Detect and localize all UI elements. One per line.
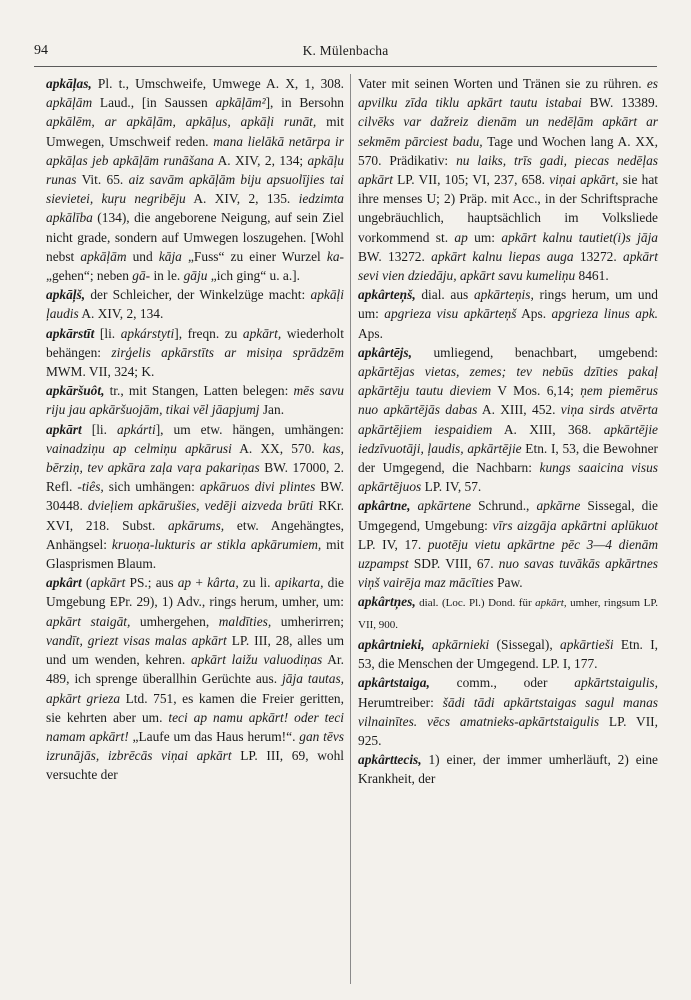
entry-text: jāja tautas, apkārt grieza — [46, 671, 345, 706]
dictionary-entry — [358, 750, 658, 788]
entry-text: LP. VII, 105; VI, 237, 658. — [392, 172, 550, 188]
entry-text: dial. aus — [415, 287, 474, 303]
entry-text: Schrund., — [471, 498, 537, 514]
entry-text: 13272. — [573, 248, 624, 264]
entry-text: viņai apkārt, — [549, 172, 619, 188]
entry-text: apkālēm, ar apkāļām, apkāļus, apkāļi runāt, — [46, 114, 317, 130]
entry-headword: apkârttecis, — [358, 752, 422, 768]
entry-text: nu laiks, trīs gadi, piecas nedēļas apkārt — [358, 152, 658, 188]
entry-text: comm., oder — [429, 675, 575, 691]
entry-text: es apvilku zīda tiklu apkārt tautu istabai — [358, 76, 658, 111]
entry-text: A. XIII, 368. — [492, 421, 604, 437]
entry-text: + — [191, 575, 208, 591]
entry-text: -tiês, — [77, 479, 104, 495]
entry-text: „gehen“; neben — [46, 268, 133, 284]
entry-text: (134), die angeborene Neigung, auf sein Ziel nicht grade, sondern auf Umwegen loszugehen. [Wohl nebst — [46, 210, 344, 264]
dictionary-entry — [358, 343, 658, 497]
entry-text: kāja — [158, 248, 182, 264]
dictionary-entry — [46, 324, 344, 382]
entry-text: LP. VII, 925. — [358, 713, 658, 748]
entry-text: ], in Bersohn — [265, 95, 344, 111]
entry-headword: apkāļas, — [46, 76, 92, 91]
entry-text: Laud., [in Saussen — [92, 95, 216, 111]
entry-text: umherirren; — [271, 613, 344, 629]
entry-headword: apkārt — [46, 421, 82, 437]
entry-text: apkārums, — [167, 517, 225, 533]
entry-text: apkārt, — [535, 597, 567, 610]
entry-text: V Mos. 6,14; — [491, 383, 581, 399]
entry-text: etw. Angehängtes, Anhängsel: — [46, 517, 344, 552]
entry-text: apkārt laižu valuodiņas — [190, 652, 323, 668]
entry-text: apkārt staigāt, — [46, 613, 131, 629]
entry-text: [li. — [81, 421, 117, 437]
entry-text: umher, ringsum LP. VII, 900. — [358, 597, 658, 631]
entry-text: „ich ging“ u. a.]. — [207, 268, 300, 284]
entry-text: Ltd. 751, es kamen die Freier geritten, sie kehrten aber um. — [46, 690, 344, 725]
entry-text: šādi tādi apkārtstaigas sagul manas vilnainītes. vēcs amatnieks-apkārtstaigulis — [358, 694, 658, 729]
dictionary-entry — [46, 381, 344, 419]
entry-text: apkāļām — [46, 95, 93, 111]
entry-text: apkārteņis, — [473, 287, 534, 303]
entry-text: umhergehen, — [130, 613, 219, 629]
entry-text: ], um etw. hängen, umhängen: — [155, 421, 344, 437]
entry-text: A. XIV, 2, 134. — [78, 306, 164, 322]
dictionary-entry — [358, 496, 658, 592]
entry-text: puotēju vietu apkārtne pēc 3—4 dienām uzpampst — [358, 536, 658, 572]
entry-text: apkāruos divi plintes — [199, 479, 316, 495]
left-column — [46, 74, 344, 785]
header-rule — [34, 66, 657, 67]
entry-text: ap — [454, 229, 468, 245]
entry-text: ], freqn. zu — [174, 325, 243, 341]
entry-text: ka- — [326, 248, 344, 264]
entry-text: tr., mit Stangen, Latten belegen: — [104, 383, 294, 399]
entry-text: gāju — [183, 268, 208, 284]
entry-text: apkāļi ļaudis — [46, 287, 344, 322]
entry-text — [410, 498, 417, 513]
entry-text: wiederholt behängen: — [46, 325, 344, 360]
entry-text: zu li. — [238, 575, 275, 591]
entry-text: maldīties, — [218, 613, 272, 629]
entry-text: 8461. — [575, 268, 609, 284]
entry-text: LP. IV, 17. — [358, 536, 428, 552]
entry-text: RKr. XVI, 218. Subst. — [46, 498, 345, 533]
entry-text: apkārt kalnu liepas auga — [431, 248, 574, 264]
entry-text: mit Umwegen, Umschweif reden. — [46, 114, 344, 149]
entry-text: vīrs aizgāja apkārtni aplūkuot — [492, 517, 658, 533]
entry-text: apkārt sevi vien dziedāju, apkārt savu kumeliņu — [358, 248, 658, 284]
dictionary-entry — [358, 592, 658, 634]
entry-text: A. XIII, 452. — [477, 402, 561, 418]
entry-text: mēs savu riju jau apkāršuojām, tikai vēl jāapjumj — [46, 383, 344, 418]
running-head: K. Mülenbacha — [302, 43, 389, 58]
entry-text: Aps. — [358, 325, 383, 341]
entry-text: vandīt, griezt visas malas apkārt — [46, 632, 227, 648]
entry-text: viņa sirds atvērta apkārtējiem iespaidiem — [358, 402, 659, 437]
entry-text: apkárti — [117, 421, 156, 437]
entry-text: mana lielākā netārpa ir apkāļas jeb apkāļām runāšana — [46, 133, 344, 168]
entry-text: teci ap namu apkārt! oder teci namam apkārt! — [46, 709, 344, 744]
entry-text: iedzimta apkālība — [46, 191, 344, 226]
entry-headword: apkāršuôt, — [46, 383, 105, 399]
entry-text: PS.; aus — [125, 575, 178, 591]
entry-text: umliegend, benachbart, umgebend: — [411, 344, 658, 360]
entry-text: ( — [81, 575, 91, 591]
entry-text: kruoņa-lukturis ar stikla apkārumiem, — [111, 536, 322, 552]
entry-text: apkārtene — [417, 498, 472, 514]
entry-text: A. XIV, 2, 134; — [213, 152, 308, 168]
entry-text: apgrieza visu apkārteņš — [384, 306, 517, 322]
entry-text: in le. — [150, 268, 184, 284]
entry-text: LP. IV, 57. — [421, 479, 482, 495]
entry-headword: apkârtējs, — [358, 344, 412, 360]
entry-text: kârta, — [207, 575, 239, 591]
entry-text: Vit. 65. — [76, 172, 129, 188]
entry-text: apkārt — [90, 575, 126, 591]
entry-text: aiz savām apkāļām biju apsuolījies tai sievietei, kuŗu negribēju — [46, 172, 344, 207]
entry-text: BW. 13389. — [581, 95, 658, 111]
entry-text: apkārtējie iedzīvuotāji, ļaudis, apkārtējie — [358, 421, 658, 456]
entry-text: A. XX, 570. — [231, 440, 323, 456]
entry-text: LP. III, 69, wohl versuchte der — [46, 748, 344, 783]
entry-text: apkárstyti — [120, 325, 175, 341]
entry-text: apkārtieši — [560, 636, 614, 652]
entry-text: nuo savas tuvākās apkārtnes viņš vairēja maz mācīties — [358, 556, 658, 591]
entry-text: Sissegal, die Umgegend, Umgebung: — [358, 498, 658, 533]
entry-text: apkāļām² — [215, 95, 266, 111]
entry-headword: apkârtne, — [358, 498, 411, 514]
entry-text: mit Glasprismen Blaum. — [46, 536, 344, 572]
entry-text: kungs saaicina visus apkārtējuos — [358, 460, 659, 495]
entry-text: ņem piemērus nuo apkārtējās dabas — [358, 383, 658, 418]
entry-text: kas, bērziņ, tev apkāra zaļa vaŗa pakariņas — [46, 440, 344, 476]
dictionary-entry — [358, 285, 658, 343]
entry-text: Pl. t., Umschweife, Umwege A. X, 1, 308. — [91, 76, 344, 91]
entry-headword: apkârtstaiga, — [358, 675, 430, 691]
right-column — [358, 74, 658, 789]
entry-text: apkārnieki — [431, 636, 490, 652]
entry-headword: apkārstīt — [46, 325, 95, 341]
entry-text: SDP. VIII, 67. — [408, 556, 499, 572]
column-divider — [350, 74, 351, 984]
entry-text: sie hat ihre menses U; 2) Präp. mit Acc., in der Schriftsprache ungebräuchlich, hauptsächlich im Volksliede vorkommend st. — [358, 172, 658, 245]
entry-text: Paw. — [493, 575, 523, 591]
entry-text: Vater mit seinen Worten und Tränen sie zu rühren. — [358, 76, 647, 91]
entry-text: ap — [177, 575, 192, 591]
dictionary-entry — [46, 285, 344, 323]
entry-headword: apkârteņš, — [358, 287, 416, 303]
page-number: 94 — [34, 43, 48, 58]
dictionary-entry — [46, 420, 344, 574]
entry-text: der Schleicher, der Winkelzüge macht: — [85, 287, 311, 303]
entry-text: dvieļiem apkārušies, vedēji aizveda brūti — [87, 498, 314, 514]
entry-text: „Laufe um das Haus herum!“. — [128, 728, 300, 744]
entry-text: [li. — [94, 325, 121, 341]
dictionary-entry — [358, 673, 658, 750]
entry-text: LP. III, 28, alles um und um wenden, kehren. — [46, 632, 344, 668]
entry-text: 1) einer, der immer umherläuft, 2) eine Krankheit, der — [358, 752, 658, 787]
entry-text: (Sissegal), — [489, 636, 561, 652]
entry-text: Herumtreiber: — [358, 694, 443, 710]
entry-text: sich umhängen: — [103, 479, 200, 495]
dictionary-entry — [358, 74, 658, 285]
entry-headword: apkāļš, — [46, 287, 86, 303]
entry-text: MWM. VII, 324; K. — [46, 364, 155, 380]
entry-text: cilvēks var dažreiz dienām un nedēļām apkārt ar sekmēm pārciest badu, — [358, 114, 658, 149]
entry-text: apgrieza linus apk. — [551, 306, 658, 322]
entry-headword: apkârt — [46, 575, 82, 591]
dictionary-entry — [358, 635, 658, 673]
entry-text: gan tēvs izrunājās, izbrēcās viņai apkārt — [46, 728, 344, 764]
entry-text: zirģelis apkārstīts ar misiņa sprādzēm — [111, 344, 345, 360]
page-header — [34, 43, 657, 65]
entry-text: apkārt kalnu tautiet(i)s jāja — [501, 229, 658, 245]
entry-text: Etn. I, 53, die Menschen der Umgegend. LP. I, 177. — [358, 636, 659, 672]
entry-text: apkārtstaigulis, — [574, 675, 658, 691]
entry-text: „Fuss“ zu einer Wurzel — [181, 248, 327, 264]
entry-text: Tage und Wochen lang A. XX, 570. Prädikativ: — [358, 133, 658, 168]
entry-text: A. XIV, 2, 135. — [185, 191, 299, 207]
entry-headword: apkârtņes, — [358, 594, 416, 610]
entry-text: gā- — [132, 268, 151, 284]
entry-text: apkāļām — [80, 248, 127, 264]
entry-text: Aps. — [516, 306, 552, 322]
entry-text: dial. (Loc. Pl.) Dond. für — [415, 597, 536, 610]
entry-text: BW. 17000, 2. Refl. — [46, 460, 344, 495]
entry-text: apkāļu runas — [46, 152, 344, 188]
dictionary-entry — [46, 74, 344, 285]
entry-text: um: — [467, 229, 502, 245]
entry-text: vainadziņu ap celmiņu apkārusi — [46, 440, 232, 456]
entry-text: BW. 13272. — [358, 248, 432, 264]
entry-text: Etn. I, 53, die Bewohner der Umgegend, die Nachbarn: — [358, 440, 658, 476]
entry-text: Ar. 489, ich sprenge überallhin Gerüchte aus. — [46, 652, 344, 687]
entry-text: apikarta, — [274, 575, 324, 591]
entry-text: apkārne — [536, 498, 581, 514]
entry-headword: apkârtnieki, — [358, 636, 425, 652]
entry-text: apkārt, — [242, 325, 282, 341]
entry-text: Jan. — [259, 402, 285, 418]
entry-text: BW. 30448. — [46, 479, 344, 514]
dictionary-entry — [46, 573, 344, 784]
entry-text: apkārtējas vietas, zemes; tev nebūs dzīties pakaļ apkārtēju tautu dieviem — [358, 364, 658, 399]
entry-text: und — [126, 248, 159, 264]
entry-text — [425, 637, 432, 652]
entry-text: rings herum, um und um: — [358, 287, 658, 322]
entry-text: die Umgebung EPr. 29), 1) Adv., rings herum, umher, um: — [46, 575, 344, 610]
